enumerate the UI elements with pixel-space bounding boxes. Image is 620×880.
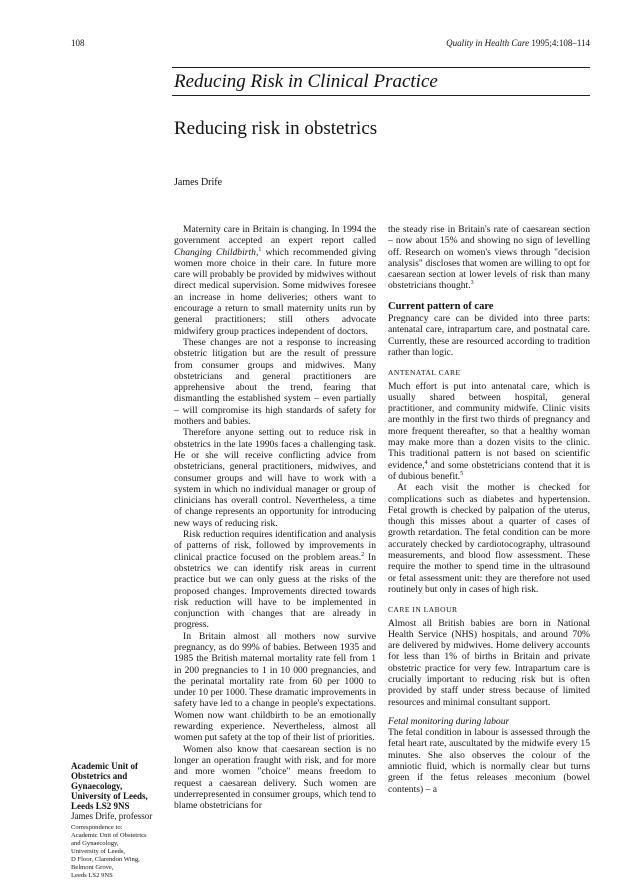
- paragraph: [388, 727, 590, 795]
- paragraph-text: The fetal condition in labour is assessed through the fetal heart rate, auscultated by the midwife every 15 minutes. She also observes the colour of the amniotic fluid, which is normally clear but turns green if the fetus releases meconium (bowel contents) – a: [388, 727, 590, 795]
- journal-citation: [446, 38, 590, 48]
- page-number: 108: [71, 38, 85, 48]
- reference-superscript: 2: [361, 551, 365, 558]
- paragraph-text: Women also know that caesarean section is no longer an operation fraught with risk, and for more and more women "choice" means freedom to request a caesarean delivery. Such women are underrepresented in consumer groups, which tend to blame obstetricians for: [174, 743, 376, 812]
- sidebar-line: D Floor, Clarendon Wing,: [71, 856, 140, 863]
- sidebar-line: Leeds LS2 9NS: [71, 872, 113, 879]
- sidebar-line: University of Leeds,: [71, 791, 148, 801]
- sidebar-line: and Gynaecology,: [71, 840, 119, 847]
- reference-superscript: 5: [460, 470, 464, 477]
- paragraph: [174, 337, 376, 427]
- paragraph-text: These changes are not a response to increasing obstetric litigation but are the result of pressure from consumer groups and midwives. Many obstetricians and general practitioners are apprehensive about the trend, fearing that dismantling the established system – even partially – will compromise its high standards of safety for mothers and babies.: [174, 336, 376, 428]
- paragraph-text: Much effort is put into antenatal care, which is usually shared between hospital, general practitioner, and community midwife. Clinic visits are monthly in the first two thirds of pregnancy and more frequent thereafter, so that a healthy woman may make more than a dozen visits to the clinic. This traditional pattern is not based on scientific evidence,: [388, 380, 590, 471]
- section-rule-bottom: [172, 95, 590, 96]
- paragraph: [174, 427, 376, 529]
- sidebar-line: Belmont Grove,: [71, 864, 114, 871]
- section-rule-top: [172, 67, 590, 68]
- paragraph-text: Pregnancy care can be divided into three parts: antenatal care, intrapartum care, and postnatal care. Currently, these are resourced according to tradition rather than logic.: [388, 313, 590, 358]
- paragraph: [388, 313, 590, 358]
- paragraph-text: At each visit the mother is checked for complications such as diabetes and hypertension. Fetal growth is checked by palpation of the uterus, though this misses about a quarter of cases of growth retardation. The fetal condition can be more accurately checked by cardiotocography, ultrasound measurements, and blood flow assessment. These require the mother to spend time in the ultrasound or fetal assessment unit: they are therefore not used routinely but only in cases of high risk.: [388, 482, 590, 595]
- paragraph-text: Therefore anyone setting out to reduce risk in obstetrics in the late 1990s faces a challenging task. He or she will receive conflicting advice from obstetricians, general practitioners, midwives, and consumer groups and will have to work with a system in which no individual manager or group of clinicians has overall control. Nevertheless, a time of change represents an opportunity for introducing new ways of reducing risk.: [174, 427, 376, 529]
- reference-superscript: 3: [470, 280, 474, 287]
- italic-heading: Fetal monitoring during labour: [388, 715, 510, 727]
- paragraph-text: In obstetrics we can identify risk areas in current practice but we can only guess at the risks of the proposed changes. Improvements directed towards risk reduction will have to be implemented in conjunction with changes that are already in progress.: [174, 551, 377, 631]
- paragraph: [174, 744, 376, 812]
- article-title: Reducing risk in obstetrics: [174, 118, 378, 139]
- paragraph-text: and some obstetricians contend that it is of dubious benefit.: [388, 459, 590, 482]
- italic-title: Changing Childbirth,: [174, 246, 259, 258]
- sidebar-line: Academic Unit of Obstetrics: [71, 832, 147, 839]
- paragraph-text: Maternity care in Britain is changing. In 1994 the government accepted an expert report called: [174, 224, 376, 247]
- sidebar-line: Gynaecology,: [71, 781, 123, 791]
- minor-heading: CARE IN LABOUR: [388, 605, 458, 615]
- sidebar-line: Correspondence to:: [71, 824, 123, 831]
- paragraph: [388, 618, 590, 708]
- reference-superscript: 4: [424, 459, 428, 466]
- subheading: Current pattern of care: [388, 300, 494, 312]
- author-sidebar: [71, 761, 169, 880]
- paragraph: [174, 224, 376, 337]
- paragraph: [388, 482, 590, 595]
- citation: 1995;4:108–114: [531, 38, 590, 48]
- paragraph: [388, 224, 590, 292]
- sidebar-line: University of Leeds,: [71, 848, 126, 855]
- sidebar-line: Obstetrics and: [71, 771, 128, 781]
- sidebar-line: Academic Unit of: [71, 761, 138, 771]
- paragraph: [388, 381, 590, 483]
- paragraph: [174, 631, 376, 744]
- author-line: James Drife, professor: [71, 811, 153, 821]
- paragraph-text: In Britain almost all mothers now survive pregnancy, as do 99% of babies. Between 1935 and 1985 the British maternal mortality rate fell from 1 in 200 pregnancies to 1 in 10 000 pregnancies, and the perinatal mortality rate from 60 per 1000 to under 10 per 1000. These dramatic improvements in safety have led to a change in people's expectations. Women now want childbirth to be an emotionally rewarding experience. Nevertheless, almost all women put safety at the top of their list of priorities.: [174, 630, 376, 744]
- sidebar-line: Leeds LS2 9NS: [71, 801, 130, 811]
- minor-heading: ANTENATAL CARE: [388, 368, 461, 378]
- section-title: Reducing Risk in Clinical Practice: [174, 71, 438, 92]
- body-column-left: [174, 224, 376, 811]
- journal-name: Quality in Health Care: [446, 38, 530, 48]
- paragraph-text: which recommended giving women more choice in their care. In future more care will probably be provided by midwives without direct medical supervision. Some midwives foresee an increase in home deliveries; others want to encourage a return to small maternity units run by general practitioners; still others advocate midwifery group practices independent of doctors.: [174, 246, 376, 337]
- paragraph-text: Almost all British babies are born in National Health Service (NHS) hospitals, and around 70% are delivered by midwives. Home delivery accounts for less than 1% of births in Britain and private obstetric practice for very few. Intrapartum care is crucially important to reducing risk but is often provided by staff under stress because of limited resources and minimal consultant support.: [388, 617, 590, 708]
- affiliation: [71, 761, 169, 811]
- paragraph-text: the steady rise in Britain's rate of caesarean section – now about 15% and showing no sign of levelling off. Research on women's views through "decision analysis" discloses that women are willing to opt for caesarean section at lower levels of risk than many obstetricians thought.: [388, 224, 590, 292]
- paragraph: [174, 529, 376, 631]
- article-author: James Drife: [174, 177, 223, 188]
- reference-superscript: 1: [258, 246, 262, 253]
- body-column-right: [388, 224, 590, 795]
- correspondence: [71, 824, 169, 880]
- paragraph-text: Risk reduction requires identification and analysis of patterns of risk, followed by improvements in clinical practice focused on the problem areas.: [174, 529, 376, 563]
